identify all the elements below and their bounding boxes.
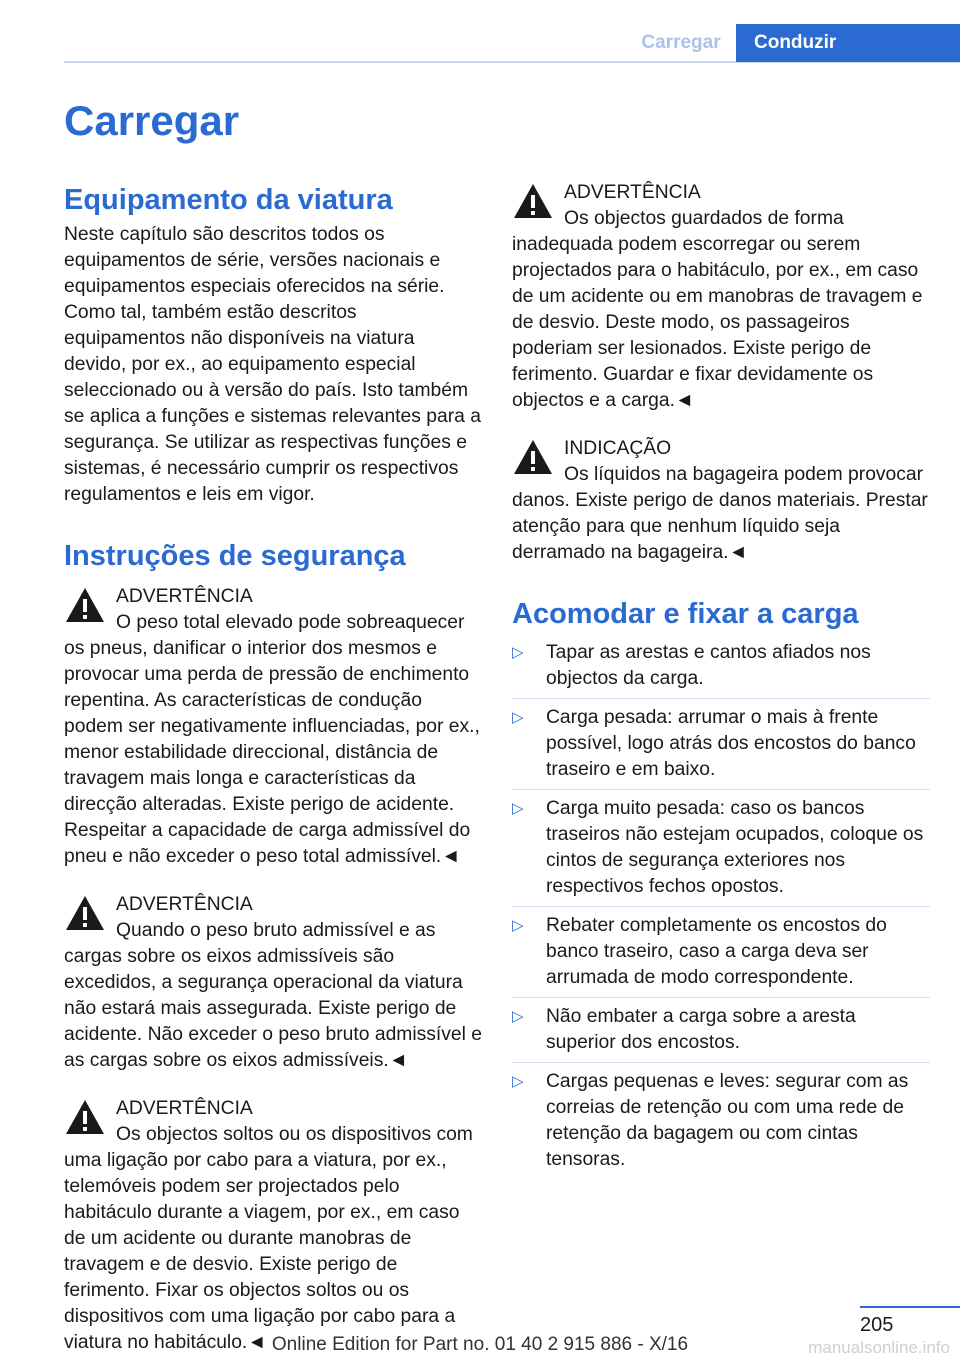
warning-body: Os objectos guardados de forma inadequada podem escorregar ou serem projectados para o habitáculo, por ex., em caso de um acidente ou em manobras de travagem e de desvio. Deste modo, os passageiros poderiam ser lesionados. Existe perigo de ferimento. Guardar e fixar devidamente os objectos e a carga.◄: [512, 208, 923, 411]
left-column: [64, 180, 482, 1356]
warning-body: Quando o peso bruto admissível e as cargas sobre os eixos admissíveis são excedidos, a segurança operacional da viatura não estará mais assegurada. Existe perigo de acidente. Não exceder o peso bruto admissível e as cargas sobre os eixos admissíveis.◄: [64, 920, 483, 1071]
list-item-text: Tapar as arestas e cantos afiados nos objectos da carga.: [546, 642, 871, 689]
warning-icon: [64, 1098, 106, 1136]
section-title-instrucoes: Instruções de segurança: [64, 540, 406, 572]
triangle-bullet-icon: ▷: [512, 709, 524, 726]
triangle-bullet-icon: ▷: [512, 917, 524, 934]
triangle-bullet-icon: ▷: [512, 1073, 524, 1090]
list-item: [512, 640, 930, 699]
list-item-text: Rebater completamente os encostos do banco traseiro, caso a carga deva ser arrumada de modo correspondente.: [546, 915, 887, 988]
warning-1: [64, 584, 482, 870]
warning-3: [64, 1096, 482, 1356]
warning-icon: [64, 894, 106, 932]
tab-carregar[interactable]: Carregar: [641, 32, 721, 53]
list-item-text: Carga pesada: arrumar o mais à frente possível, logo atrás dos encostos do banco traseiro e em baixo.: [546, 707, 916, 780]
warning-head: ADVERTÊNCIA: [564, 182, 701, 203]
warning-icon: [512, 438, 554, 476]
warning-head: INDICAÇÃO: [564, 438, 672, 459]
list-item: [512, 796, 930, 907]
list-item-text: Não embater a carga sobre a aresta superior dos encostos.: [546, 1006, 856, 1053]
page-number: 205: [860, 1314, 894, 1336]
chapter-title: Carregar: [64, 97, 240, 144]
watermark: manualsonline.info: [808, 1338, 950, 1357]
section-title-equipamento: Equipamento da viatura: [64, 184, 393, 216]
warning-head: ADVERTÊNCIA: [116, 894, 253, 915]
list-item-text: Carga muito pesada: caso os bancos traseiros não estejam ocupados, coloque os cintos de segurança exteriores nos respectivos fechos opostos.: [546, 798, 924, 897]
list-item: [512, 1004, 930, 1063]
equipamento-text: Neste capítulo são descritos todos os equipamentos de série, versões nacionais e equipamentos especiais oferecidos na série. Como tal, também estão descritos equipamentos não disponíveis na viatura devido, por ex., ao equipamento especial seleccionado ou à versão do país. Isto também se aplica a funções e sistemas relevantes para a segurança. Se utilizar as respectivas funções e sistemas, é necessário cumprir os respectivos regulamentos e leis em vigor.: [64, 224, 481, 505]
warning-body: Os líquidos na bagageira podem provocar danos. Existe perigo de danos materiais. Prestar atenção para que nenhum líquido seja derramado na bagageira.◄: [512, 464, 928, 563]
warning-4: [512, 180, 930, 414]
tab-conduzir[interactable]: Conduzir: [736, 24, 960, 62]
triangle-bullet-icon: ▷: [512, 800, 524, 817]
triangle-bullet-icon: ▷: [512, 644, 524, 661]
warning-head: ADVERTÊNCIA: [116, 586, 253, 607]
section-title-acomodar: Acomodar e fixar a carga: [512, 598, 859, 630]
triangle-bullet-icon: ▷: [512, 1008, 524, 1025]
warning-body: O peso total elevado pode sobreaquecer os pneus, danificar o interior dos mesmos e provocar uma perda de pressão de enchimento repentina. As características de condução podem ser negativamente influenciadas, por ex., menor estabilidade direccional, distância de travagem mais longa e características da direcção alteradas. Existe perigo de acidente. Respeitar a capacidade de carga admissível do pneu e não exceder o peso total admissível.◄: [64, 612, 480, 867]
footer-rule: [860, 1306, 960, 1308]
warning-head: ADVERTÊNCIA: [116, 1098, 253, 1119]
warning-2: [64, 892, 482, 1074]
edition-footer: Online Edition for Part no. 01 40 2 915 886 - X/16: [271, 1334, 689, 1355]
warning-5: [512, 436, 930, 566]
warning-icon: [64, 586, 106, 624]
list-item: [512, 705, 930, 790]
warning-icon: [512, 182, 554, 220]
cargo-list: [512, 640, 930, 1179]
warning-body: Os objectos soltos ou os dispositivos com uma ligação por cabo para a viatura, por ex., telemóveis podem ser projectados pelo habitáculo durante a viagem, por ex., em caso de um acidente ou durante manobras de travagem e de desvio. Existe perigo de ferimento. Fixar os objectos soltos ou os dispositivos com uma ligação por cabo para a viatura no habitáculo.◄: [64, 1124, 473, 1353]
right-column: [512, 180, 930, 1185]
list-item: [512, 913, 930, 998]
list-item: [512, 1069, 930, 1179]
list-item-text: Cargas pequenas e leves: segurar com as correias de retenção ou com uma rede de retenção da bagagem ou com cintas tensoras.: [546, 1071, 909, 1170]
